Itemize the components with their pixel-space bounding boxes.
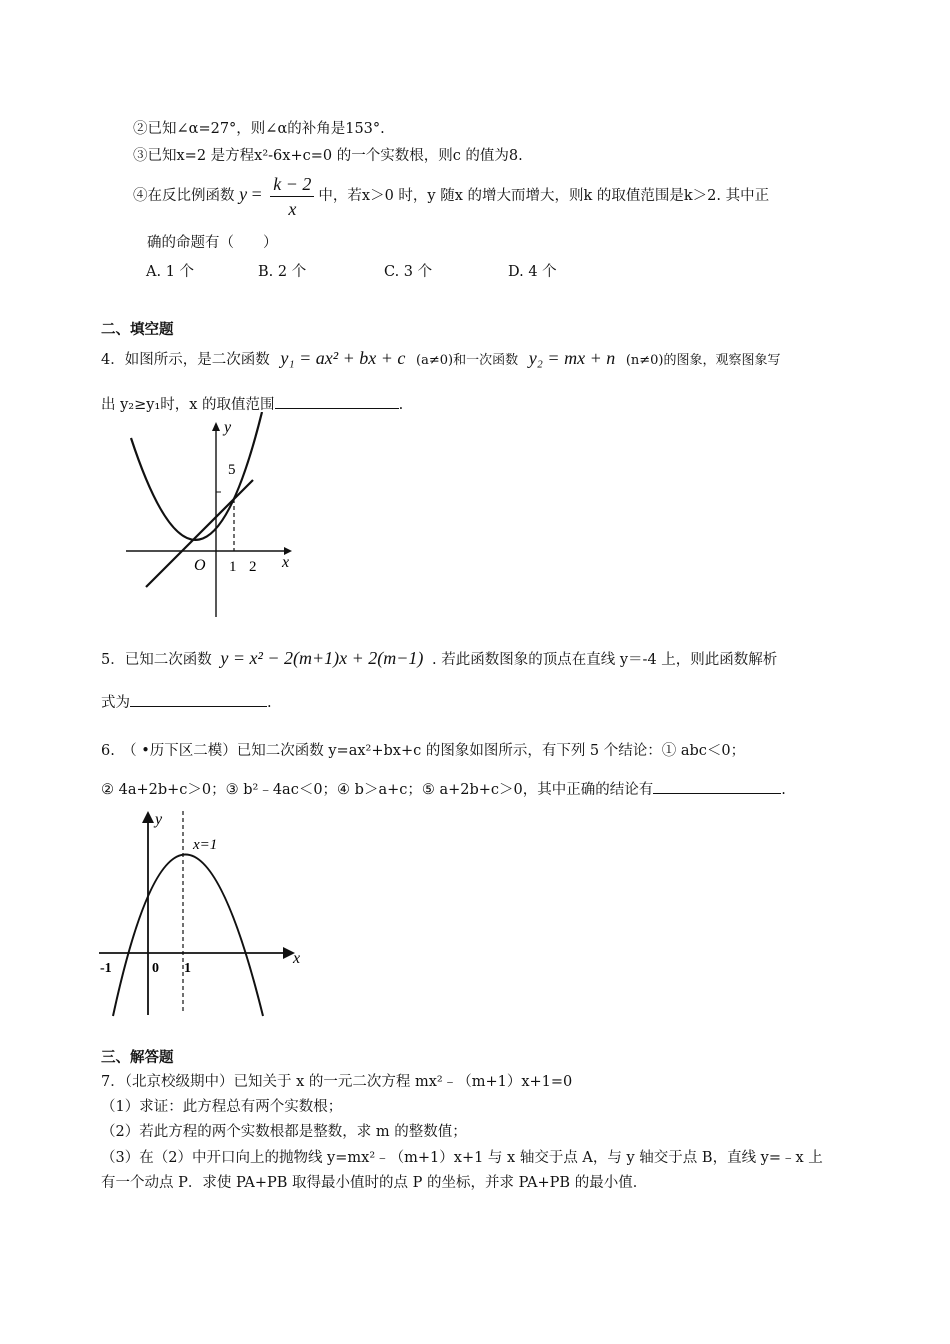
graph1-tick-5: 5 [228,462,236,478]
q4-end: . [398,397,404,413]
graph2-y-label: y [155,811,163,828]
graph2-y-arrow [142,811,154,823]
statement-4 [133,170,769,220]
graph-1 [118,412,303,622]
q4-pre: 4．如图所示，是二次函数 [101,352,270,368]
question-5-line1 [101,643,777,675]
question-4-line1 [101,345,781,374]
option-a: A. 1 个 [146,264,195,280]
graph2-label-1: 1 [184,961,191,976]
graph1-y-label: y [224,419,232,436]
statement-3: ③已知x=2 是方程x²-6x+c=0 的一个实数根，则c 的值为8. [133,148,523,164]
question-7-line3: （2）若此方程的两个实数根都是整数，求 m 的整数值； [101,1124,467,1140]
q4-formula-2: y₂ = mx + n [528,348,616,368]
option-c: C. 3 个 [384,264,433,280]
statement-4-fraction [270,172,314,221]
question-6-line2 [101,779,786,800]
statement-4-eq: = [247,184,267,204]
question-7-line2: （1）求证：此方程总有两个实数根； [101,1099,343,1115]
option-d: D. 4 个 [508,264,557,280]
statement-4-pre: ④在反比例函数 [133,188,235,204]
graph1-y-arrow [212,422,220,431]
q5-pre: 5．已知二次函数 [101,652,212,668]
graph-2 [95,803,310,1018]
q4-line2: 出 y₂≥y₁时，x 的取值范围 [101,397,275,413]
q5-answer-blank[interactable] [130,692,267,707]
q6-end: . [781,782,786,798]
statement-2: ②已知∠α=27°，则∠α的补角是153°. [133,121,385,137]
question-7-line1: 7．（北京校级期中）已知关于 x 的一元二次方程 mx²﹣（m+1）x+1=0 [101,1074,573,1090]
statement-4-post: 中，若x＞0 时，y 随x 的增大而增大，则k 的取值范围是k＞2. 其中正 [318,188,770,204]
q5-formula: y = x² − 2(m+1)x + 2(m−1) [220,648,424,668]
graph1-origin-label: O [194,557,206,574]
question-5-line2 [101,692,272,713]
question-7-line5: 有一个动点 P．求使 PA+PB 取得最小值时的点 P 的坐标，并求 PA+PB 的最小值． [101,1175,648,1191]
q6-line2: ② 4a+2b+c＞0；③ b²﹣4ac＜0；④ b＞a+c；⑤ a+2b+c＞0，其中正确的结论有 [101,782,654,798]
graph2-label-minus-1: -1 [100,961,112,976]
graph2-label-0: 0 [152,961,159,976]
fraction-numerator: k − 2 [270,172,314,197]
graph1-parabola [131,412,262,540]
graph1-tick-1: 1 [229,559,237,575]
q4-post: (n≠0)的图象，观察图象写 [625,353,781,368]
graph2-x-label: x [293,950,301,967]
graph2-parabola [113,855,263,1017]
q5-end: . [267,695,272,711]
statement-4-line2: 确的命题有（ ） [147,235,278,251]
q4-formula-1: y₁ = ax² + bx + c [280,348,406,368]
graph1-x-label: x [282,554,290,571]
question-7-line4: （3）在（2）中开口向上的抛物线 y=mx²﹣（m+1）x+1 与 x 轴交于点 A，与 y 轴交于点 B，直线 y=﹣x 上 [101,1150,823,1166]
q5-line2: 式为 [101,695,130,711]
section-3-title: 三、解答题 [101,1050,174,1066]
q4-mid: (a≠0)和一次函数 [416,353,519,368]
section-2-title: 二、填空题 [101,322,174,338]
fraction-denominator: x [288,198,297,219]
graph1-tick-2: 2 [249,559,257,575]
statement-4-y: y [239,184,248,204]
question-6-line1: 6. （ •历下区二模）已知二次函数 y=ax²+bx+c 的图象如图所示，有下列 5 个结论：① abc＜0； [101,743,746,759]
q5-post: . 若此函数图象的顶点在直线 y＝-4 上，则此函数解析 [432,652,778,668]
q4-answer-blank[interactable] [275,394,399,409]
q6-answer-blank[interactable] [653,779,781,794]
graph2-axis-label: x=1 [193,837,218,853]
option-b: B. 2 个 [258,264,307,280]
